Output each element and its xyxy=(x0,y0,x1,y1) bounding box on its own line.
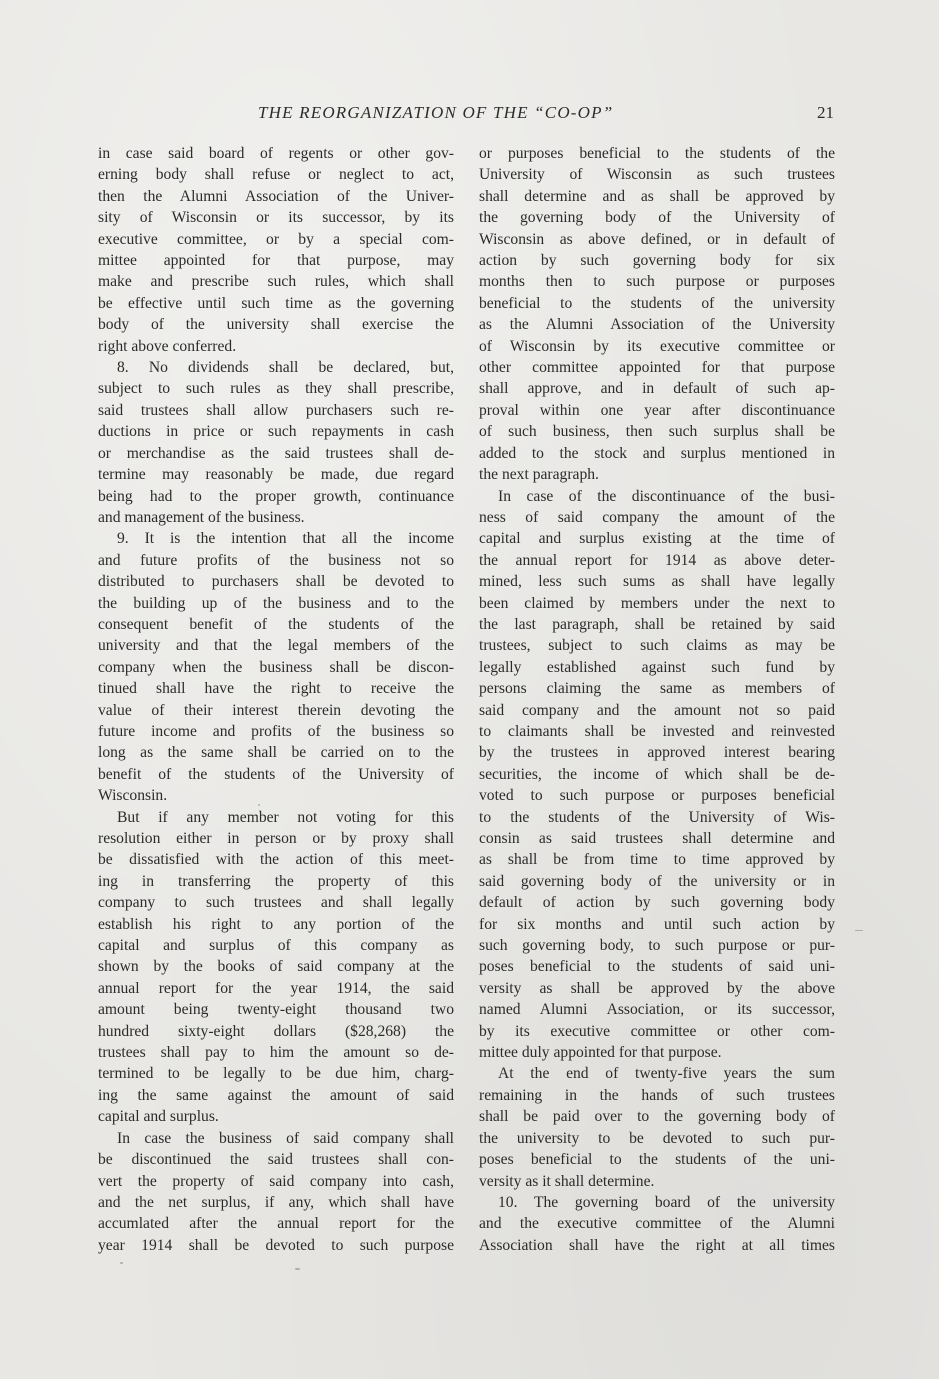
text-line: or merchandise as the said trustees shall de- xyxy=(98,444,454,462)
text-line: capital and surplus of this company as xyxy=(98,937,454,955)
text-line: to the students of the University of Wis- xyxy=(479,808,835,826)
text-line: shall approve, and in default of such ap- xyxy=(479,380,835,398)
text-line: In case the business of said company shall xyxy=(117,1129,454,1147)
text-line: the annual report for 1914 as above deter- xyxy=(479,551,835,569)
text-line: sity of Wisconsin or its successor, by its xyxy=(98,209,454,227)
text-line: such governing body, to such purpose or pur- xyxy=(479,937,835,955)
text-line: legally established against such fund by xyxy=(479,658,835,676)
text-line: accumlated after the annual report for the xyxy=(98,1215,454,1233)
text-line: termine may reasonably be made, due regard xyxy=(98,466,454,484)
text-line: in case said board of regents or other gov- xyxy=(98,145,454,162)
text-line: securities, the income of which shall be de- xyxy=(479,765,835,783)
text-line: said company and the amount not so paid xyxy=(479,701,835,719)
text-line: months then to such purpose or purposes xyxy=(479,273,835,291)
paper-speck xyxy=(855,930,863,931)
left-text-column xyxy=(98,143,454,1256)
text-line: versity as shall be approved by the above xyxy=(479,979,835,997)
text-line: other committee appointed for that purpose xyxy=(479,359,835,377)
text-line: poses beneficial to the students of said uni- xyxy=(479,958,835,976)
text-line: named Alumni Association, or its successor, xyxy=(479,1001,835,1019)
paper-speck xyxy=(295,1268,300,1270)
text-line: right above conferred. xyxy=(98,337,237,355)
text-line: amount being twenty-eight thousand two xyxy=(98,1001,454,1019)
paper-speck xyxy=(120,1262,123,1264)
text-line: and the executive committee of the Alumni xyxy=(479,1215,835,1233)
text-line: as shall be from time to time approved by xyxy=(479,851,835,869)
text-line: In case of the discontinuance of the busi- xyxy=(498,487,835,505)
text-line: ductions in price or such repayments in cash xyxy=(98,423,454,441)
text-line: said trustees shall allow purchasers such re- xyxy=(98,401,454,419)
text-line: default of action by such governing body xyxy=(479,894,835,912)
text-line: poses beneficial to the students of the uni- xyxy=(479,1151,835,1169)
running-title: THE REORGANIZATION OF THE “CO-OP” xyxy=(258,103,614,122)
text-line: University of Wisconsin as such trustees xyxy=(479,166,835,184)
text-line: or purposes beneficial to the students of the xyxy=(479,145,835,162)
text-line: trustees shall pay to him the amount so de- xyxy=(98,1044,454,1062)
text-line: remaining in the hands of such trustees xyxy=(479,1086,835,1104)
paragraph xyxy=(479,143,835,486)
text-line: ing in transferring the property of this xyxy=(98,872,454,890)
text-line: university and that the legal members of the xyxy=(98,637,454,655)
text-line: make and prescribe such rules, which shall xyxy=(98,273,454,291)
text-line: of Wisconsin by its executive committee or xyxy=(479,337,835,355)
text-line: 8. No dividends shall be declared, but, xyxy=(117,359,454,377)
text-line: said governing body of the university or in xyxy=(479,872,835,890)
text-line: subject to such rules as they shall prescribe, xyxy=(98,380,454,398)
paragraph xyxy=(98,528,454,806)
text-line: by the trustees in approved interest bearing xyxy=(479,744,835,762)
text-line: as the Alumni Association of the University xyxy=(479,316,835,334)
text-line: Wisconsin. xyxy=(98,787,168,805)
text-line: benefit of the students of the University of xyxy=(98,765,454,783)
text-line: and the net surplus, if any, which shall have xyxy=(98,1193,454,1211)
text-line: termined to be legally to be due him, charg- xyxy=(98,1065,454,1083)
text-line: versity as it shall determine. xyxy=(479,1172,655,1190)
page-number: 21 xyxy=(817,103,834,122)
text-line: company to such trustees and shall legally xyxy=(98,894,454,912)
text-line: shall determine and as shall be approved by xyxy=(479,187,835,205)
text-line: mittee appointed for that purpose, may xyxy=(98,252,454,270)
text-line: action by such governing body for six xyxy=(479,252,835,270)
text-line: be discontinued the said trustees shall con- xyxy=(98,1151,454,1169)
paragraph xyxy=(98,143,454,357)
text-line: persons claiming the same as members of xyxy=(479,680,835,698)
text-line: mined, less such sums as shall have legally xyxy=(479,573,835,591)
text-line: being had to the proper growth, continuance xyxy=(98,487,454,505)
text-line: Wisconsin as above defined, or in default of xyxy=(479,230,835,248)
text-line: body of the university shall exercise the xyxy=(98,316,454,334)
right-text-column xyxy=(479,143,835,1256)
text-line: resolution either in person or by proxy shall xyxy=(98,830,454,847)
text-line: value of their interest therein devoting the xyxy=(98,701,454,719)
paper-speck xyxy=(258,804,260,806)
text-line: shall be paid over to the governing body of xyxy=(479,1108,835,1126)
text-line: the university to be devoted to such pur- xyxy=(479,1129,835,1147)
text-line: of such business, then such surplus shall be xyxy=(479,423,835,441)
paragraph xyxy=(98,807,454,1128)
text-line: consequent benefit of the students of the xyxy=(98,615,454,633)
text-line: annual report for the year 1914, the said xyxy=(98,979,454,997)
text-line: then the Alumni Association of the Univer- xyxy=(98,187,454,205)
paragraph xyxy=(98,357,454,528)
text-line: been claimed by members under the next to xyxy=(479,594,835,612)
text-line: capital and surplus. xyxy=(98,1108,219,1126)
text-line: consin as said trustees shall determine and xyxy=(479,830,835,847)
text-line: hundred sixty-eight dollars ($28,268) the xyxy=(98,1022,454,1040)
text-line: Association shall have the right at all times xyxy=(479,1236,835,1254)
text-line: the last paragraph, shall be retained by said xyxy=(479,615,835,633)
text-line: the governing body of the University of xyxy=(479,209,835,227)
text-line: the next paragraph. xyxy=(479,466,599,484)
paragraph xyxy=(479,486,835,1064)
text-line: be effective until such time as the governing xyxy=(98,294,454,312)
text-line: ing the same against the amount of said xyxy=(98,1086,454,1104)
text-line: But if any member not voting for this xyxy=(117,808,454,826)
text-line: for six months and until such action by xyxy=(479,915,835,933)
running-header xyxy=(258,103,838,127)
text-line: proval within one year after discontinuance xyxy=(479,401,835,419)
text-line: year 1914 shall be devoted to such purpose xyxy=(98,1236,454,1254)
text-line: mittee duly appointed for that purpose. xyxy=(479,1044,722,1062)
text-line: added to the stock and surplus mentioned in xyxy=(479,444,835,462)
text-line: and future profits of the business not so xyxy=(98,551,454,569)
text-line: by its executive committee or other com- xyxy=(479,1022,835,1040)
text-line: ness of said company the amount of the xyxy=(479,508,835,526)
text-line: to claimants shall be invested and reinvested xyxy=(479,722,835,740)
paragraph xyxy=(479,1063,835,1191)
text-line: executive committee, or by a special com- xyxy=(98,230,454,248)
text-line: beneficial to the students of the university xyxy=(479,294,835,312)
text-line: distributed to purchasers shall be devoted to xyxy=(98,573,454,591)
text-line: and management of the business. xyxy=(98,508,305,526)
text-line: company when the business shall be discon- xyxy=(98,658,454,676)
text-line: long as the same shall be carried on to the xyxy=(98,744,454,762)
text-line: 9. It is the intention that all the income xyxy=(117,530,454,548)
paragraph xyxy=(479,1192,835,1256)
text-line: erning body shall refuse or neglect to act, xyxy=(98,166,454,184)
text-line: 10. The governing board of the university xyxy=(498,1193,835,1211)
text-line: future income and profits of the business so xyxy=(98,722,454,740)
text-line: At the end of twenty-five years the sum xyxy=(498,1065,835,1083)
paragraph xyxy=(98,1128,454,1256)
text-line: tinued shall have the right to receive the xyxy=(98,680,454,698)
text-line: voted to such purpose or purposes beneficial xyxy=(479,787,835,805)
text-line: capital and surplus existing at the time of xyxy=(479,530,835,548)
text-line: trustees, subject to such claims as may be xyxy=(479,637,835,655)
text-line: vert the property of said company into cash, xyxy=(98,1172,454,1190)
text-line: be dissatisfied with the action of this meet- xyxy=(98,851,454,869)
text-line: shown by the books of said company at the xyxy=(98,958,454,976)
text-line: establish his right to any portion of the xyxy=(98,915,454,933)
text-line: the building up of the business and to the xyxy=(98,594,454,612)
